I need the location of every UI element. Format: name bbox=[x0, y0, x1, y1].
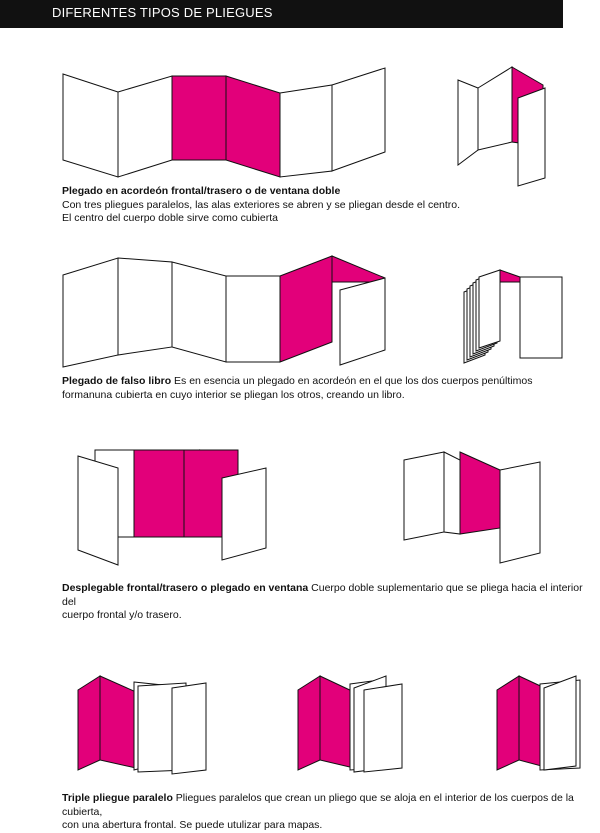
gate-fold-open-illustration bbox=[78, 450, 266, 565]
accordion-fold-open-illustration bbox=[63, 68, 385, 177]
triple-parallel-fold-illustration-2 bbox=[298, 676, 402, 772]
accordion-fold-closed-illustration bbox=[458, 67, 545, 186]
gate-fold-closed-illustration bbox=[404, 452, 540, 563]
caption-line: Cuerpo doble suplementario que se pliega hacia el interior del bbox=[62, 582, 583, 608]
caption-line: El centro del cuerpo doble sirve como cubierta bbox=[62, 212, 278, 224]
caption-line: Con tres pliegues paralelos, las alas exteriores se abren y se pliegan desde el centro. bbox=[62, 198, 461, 211]
section-heading: Plegado de falso libro bbox=[62, 375, 172, 387]
section-heading: Triple pliegue paralelo bbox=[62, 792, 173, 804]
section-caption-accordion bbox=[62, 185, 502, 226]
caption-line: Pliegues paralelos que crean un pliego que se aloja en el interior de los cuerpos de la cubierta, bbox=[62, 792, 574, 818]
false-book-fold-closed-illustration bbox=[464, 270, 562, 363]
triple-parallel-fold-illustration-1 bbox=[78, 676, 206, 774]
section-caption-false-book bbox=[62, 375, 562, 402]
section-heading: Desplegable frontal/trasero o plegado en ventana bbox=[62, 582, 309, 594]
false-book-fold-open-illustration bbox=[63, 256, 385, 367]
caption-line: con una abertura frontal. Se puede utulizar para mapas. bbox=[62, 819, 323, 831]
page-title: DIFERENTES TIPOS DE PLIEGUES bbox=[52, 5, 273, 20]
triple-parallel-fold-illustration-3 bbox=[497, 676, 580, 770]
caption-line: cuerpo frontal y/o trasero. bbox=[62, 609, 182, 621]
section-caption-gate-fold bbox=[62, 582, 592, 623]
section-heading: Plegado en acordeón frontal/trasero o de ventana doble bbox=[62, 185, 341, 197]
section-caption-triple-parallel bbox=[62, 792, 600, 833]
caption-line: formanuna cubierta en cuyo interior se pliegan los otros, creando un libro. bbox=[62, 388, 405, 401]
caption-line: Es en esencia un plegado en acordeón en el que los dos cuerpos penúltimos bbox=[171, 375, 533, 387]
